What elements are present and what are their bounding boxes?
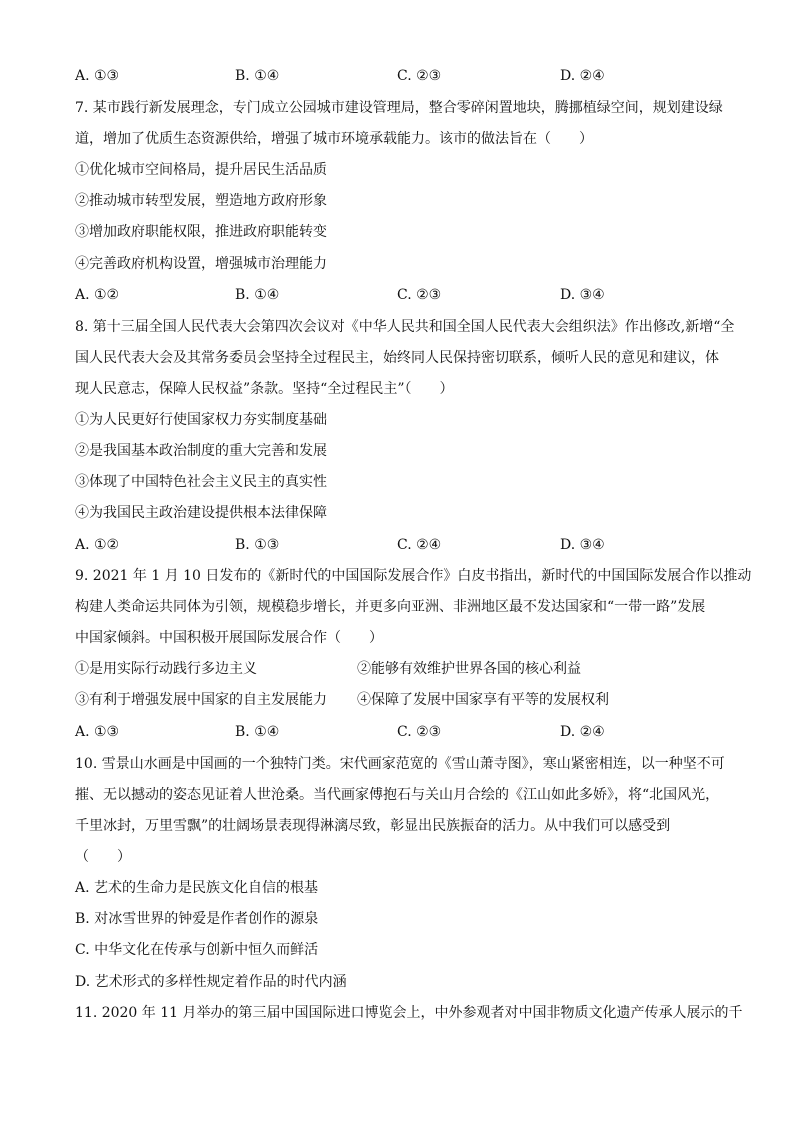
- q9-item-row: [75, 660, 725, 678]
- option-a[interactable]: A. ①③: [75, 68, 120, 84]
- q7-stem-line: 道，增加了优质生态资源供给，增强了城市环境承载能力。该市的做法旨在（ ）: [75, 131, 593, 147]
- option-d[interactable]: D. ③④: [560, 537, 605, 553]
- option-a[interactable]: A. ①②: [75, 537, 120, 553]
- q10-stem-line: （ ）: [75, 849, 131, 865]
- q8-stem-line: 现人民意志，保障人民权益”条款。坚持“全过程民主”（ ）: [75, 381, 454, 397]
- option-b[interactable]: B. ①④: [235, 68, 280, 84]
- q10-stem-line: 摧、无以撼动的姿态见证着人世沧桑。当代画家傅抱石与关山月合绘的《江山如此多娇》，将“北国风光，: [75, 787, 720, 803]
- q6-options: [75, 67, 725, 85]
- q9-stem-line: 中国家倾斜。中国积极开展国际发展合作（ ）: [75, 630, 383, 646]
- q8-item: ②是我国基本政治制度的重大完善和发展: [75, 443, 327, 459]
- option-c[interactable]: C. ②③: [397, 68, 442, 84]
- q8-stem-line: 国人民代表大会及其常务委员会坚持全过程民主，始终同人民保持密切联系，倾听人民的意见和建议，体: [75, 350, 719, 366]
- option-b[interactable]: B. ①④: [235, 724, 280, 740]
- q8-options: [75, 536, 725, 554]
- q9-options: [75, 723, 725, 741]
- q9-stem-line: 构建人类命运共同体为引领，规模稳步增长，并更多向亚洲、非洲地区最不发达国家和“一带一路”发展: [75, 599, 706, 615]
- option-b[interactable]: B. ①④: [235, 287, 280, 303]
- q10-option-d[interactable]: D. 艺术形式的多样性规定着作品的时代内涵: [75, 974, 347, 990]
- q9-item: ④保障了发展中国家享有平等的发展权利: [357, 692, 609, 708]
- option-a[interactable]: A. ①③: [75, 724, 120, 740]
- q7-options: [75, 286, 725, 304]
- option-c[interactable]: C. ②③: [397, 724, 442, 740]
- option-d[interactable]: D. ②④: [560, 724, 605, 740]
- q9-item: ②能够有效维护世界各国的核心利益: [357, 661, 581, 677]
- q11-stem-line: 11. 2020 年 11 月举办的第三届中国国际进口博览会上，中外参观者对中国非物质文化遗产传承人展示的千: [75, 1005, 743, 1021]
- q10-option-c[interactable]: C. 中华文化在传承与创新中恒久而鲜活: [75, 942, 319, 958]
- q9-stem-line: 9. 2021 年 1 月 10 日发布的《新时代的中国国际发展合作》白皮书指出，新时代的中国国际发展合作以推动: [75, 568, 752, 584]
- q9-item: ③有利于增强发展中国家的自主发展能力: [75, 692, 327, 708]
- q9-item: ①是用实际行动践行多边主义: [75, 661, 257, 677]
- option-b[interactable]: B. ①③: [235, 537, 280, 553]
- q8-item: ①为人民更好行使国家权力夯实制度基础: [75, 412, 327, 428]
- option-a[interactable]: A. ①②: [75, 287, 120, 303]
- q8-stem-line: 8. 第十三届全国人民代表大会第四次会议对《中华人民共和国全国人民代表大会组织法》作出修改,新增“全: [75, 319, 735, 335]
- option-c[interactable]: C. ②③: [397, 287, 442, 303]
- q10-stem-line: 千里冰封，万里雪飘”的壮阔场景表现得淋漓尽致，彰显出民族振奋的活力。从中我们可以感受到: [75, 818, 671, 834]
- q10-stem-line: 10. 雪景山水画是中国画的一个独特门类。宋代画家范宽的《雪山萧寺图》，寒山紧密相连，以一种坚不可: [75, 756, 725, 772]
- q10-option-b[interactable]: B. 对冰雪世界的钟爱是作者创作的源泉: [75, 911, 319, 927]
- option-c[interactable]: C. ②④: [397, 537, 442, 553]
- option-d[interactable]: D. ②④: [560, 68, 605, 84]
- q10-option-a[interactable]: A. 艺术的生命力是民族文化自信的根基: [75, 880, 319, 896]
- q7-item: ④完善政府机构设置，增强城市治理能力: [75, 256, 327, 272]
- q8-item: ④为我国民主政治建设提供根本法律保障: [75, 505, 327, 521]
- q7-stem-line: 7. 某市践行新发展理念，专门成立公园城市建设管理局，整合零碎闲置地块，腾挪植绿空间，规划建设绿: [75, 100, 723, 116]
- q7-item: ③增加政府职能权限，推进政府职能转变: [75, 224, 327, 240]
- q7-item: ①优化城市空间格局，提升居民生活品质: [75, 162, 327, 178]
- q9-item-row: [75, 691, 725, 709]
- option-d[interactable]: D. ③④: [560, 287, 605, 303]
- q7-item: ②推动城市转型发展，塑造地方政府形象: [75, 193, 327, 209]
- q8-item: ③体现了中国特色社会主义民主的真实性: [75, 474, 327, 490]
